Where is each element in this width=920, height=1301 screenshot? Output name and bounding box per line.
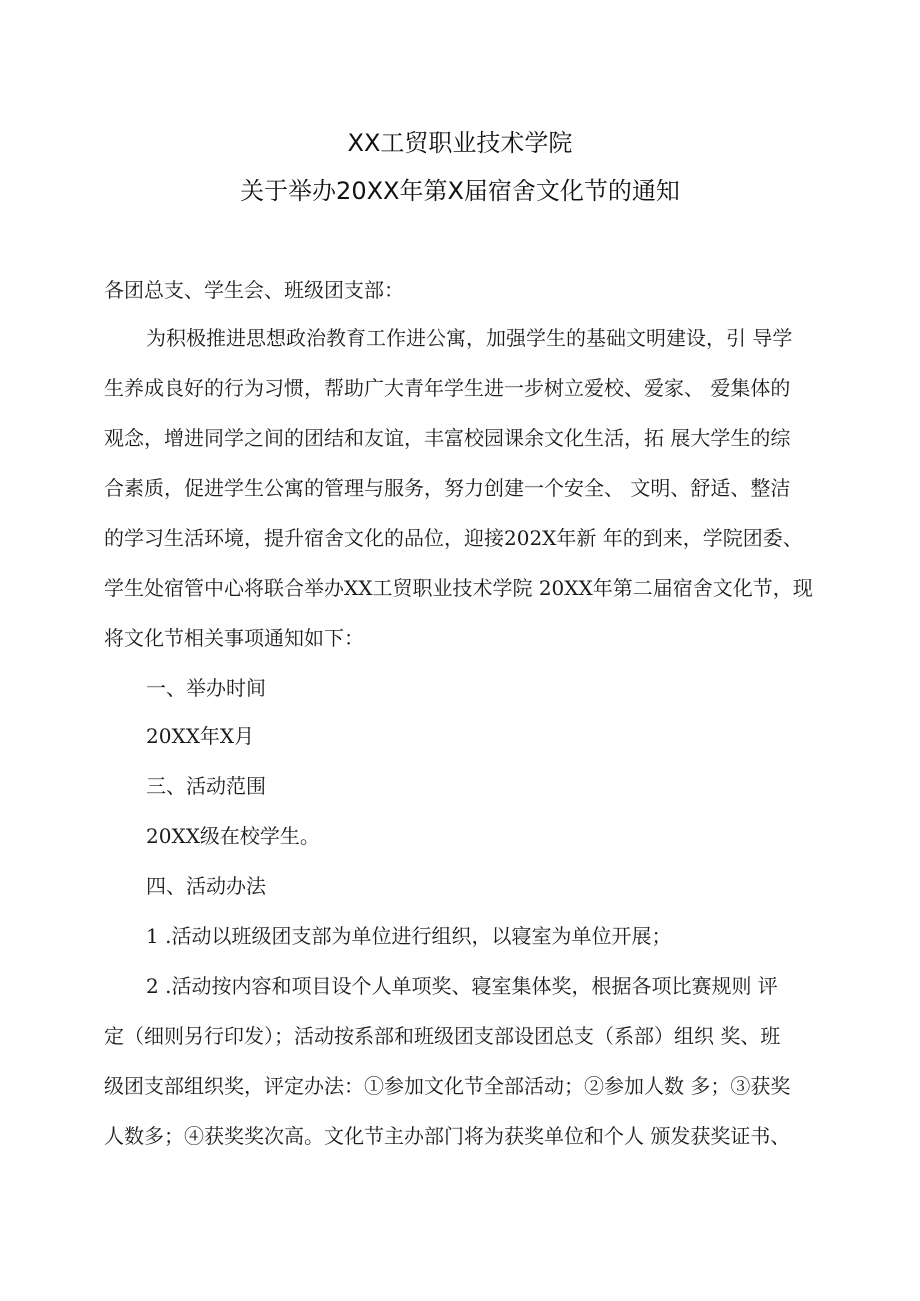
section-content-scope: 20XX级在校学生。 (146, 824, 320, 848)
paragraph-1-line: 合素质，促进学生公寓的管理与服务，努力创建一个安全、 文明、舒适、整洁 (104, 476, 791, 500)
paragraph-1-line: 学生处宿管中心将联合举办XX工贸职业技术学院 20XX年第二届宿舍文化节，现 (104, 576, 813, 600)
paragraph-1-line: 为积极推进思想政治教育工作进公寓，加强学生的基础文明建设，引 导学 (146, 326, 793, 350)
method-item-2-line: 定（细则另行印发）；活动按系部和班级团支部设团总支（系部）组织 奖、班 (104, 1024, 781, 1048)
paragraph-1-line: 将文化节相关事项通知如下： (104, 626, 364, 650)
method-item-2-line: 人数多；④获奖奖次高。文化节主办部门将为获奖单位和个人 颁发获奖证书、 (104, 1124, 791, 1148)
paragraph-1-line: 观念，增进同学之间的团结和友谊，丰富校园课余文化生活，拓 展大学生的综 (104, 426, 791, 450)
section-content-time: 20XX年X月 (146, 724, 255, 748)
document-title-institution: XX工贸职业技术学院 (347, 129, 573, 157)
method-item-2-line: 2 .活动按内容和项目设个人单项奖、寝室集体奖，根据各项比赛规则 评 (146, 974, 778, 998)
section-heading-time: 一、举办时间 (146, 676, 266, 700)
salutation: 各团总支、学生会、班级团支部： (104, 278, 404, 302)
paragraph-1-line: 生养成良好的行为习惯，帮助广大青年学生进一步树立爱校、爱家、 爱集体的 (104, 376, 791, 400)
paragraph-1-line: 的学习生活环境，提升宿舍文化的品位，迎接202X年新 年的到来，学院团委、 (104, 526, 803, 550)
section-heading-scope: 三、活动范围 (146, 774, 266, 798)
document-title-notice: 关于举办20XX年第X届宿舍文化节的通知 (240, 177, 680, 205)
method-item-2-line: 级团支部组织奖，评定办法：①参加文化节全部活动；②参加人数 多；③获奖 (104, 1074, 791, 1098)
section-heading-method: 四、活动办法 (146, 874, 266, 898)
method-item-1: 1 .活动以班级团支部为单位进行组织，以寝室为单位开展； (146, 924, 672, 948)
